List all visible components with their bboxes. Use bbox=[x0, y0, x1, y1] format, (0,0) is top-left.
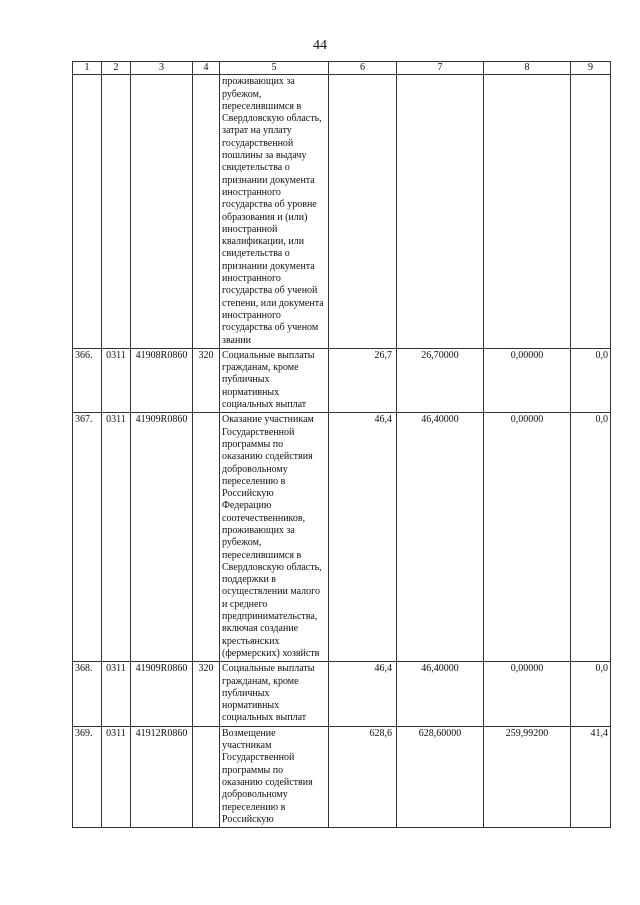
header-cell: 3 bbox=[131, 62, 193, 75]
table-row bbox=[73, 75, 611, 349]
percent-cell: 0,0 bbox=[571, 413, 611, 662]
table-row bbox=[73, 726, 611, 827]
description-line: программы по bbox=[222, 764, 284, 776]
amount-precise-cell: 628,60000 bbox=[397, 726, 484, 827]
expense-type-cell bbox=[193, 75, 220, 349]
description-line: рубежом, bbox=[222, 88, 262, 100]
description-line: Свердловскую область, bbox=[222, 113, 322, 125]
table-row bbox=[73, 662, 611, 726]
target-article-cell: 41909R0860 bbox=[131, 413, 193, 662]
percent-cell: 0,0 bbox=[571, 662, 611, 726]
description-line: государственной bbox=[222, 137, 294, 149]
section-code-cell: 0311 bbox=[102, 662, 131, 726]
description-line: нормативных bbox=[222, 700, 280, 712]
percent-cell: 0,0 bbox=[571, 348, 611, 412]
executed-amount-cell: 0,00000 bbox=[484, 348, 571, 412]
amount-precise-cell: 46,40000 bbox=[397, 413, 484, 662]
header-cell: 9 bbox=[571, 62, 611, 75]
description-line: иностранного bbox=[222, 309, 281, 321]
target-article-cell: 41908R0860 bbox=[131, 348, 193, 412]
description-line: публичных bbox=[222, 374, 270, 386]
row-number-cell: 366. bbox=[73, 348, 102, 412]
description-line: предпринимательства, bbox=[222, 611, 318, 623]
header-cell: 2 bbox=[102, 62, 131, 75]
header-row bbox=[73, 62, 611, 75]
description-line: соотечественников, bbox=[222, 512, 306, 524]
header-cell: 8 bbox=[484, 62, 571, 75]
description-cell bbox=[220, 726, 329, 827]
header-cell: 4 bbox=[193, 62, 220, 75]
amount-cell bbox=[329, 75, 397, 349]
description-line: Возмещение bbox=[222, 727, 276, 739]
amount-precise-cell bbox=[397, 75, 484, 349]
table-row bbox=[73, 348, 611, 412]
description-line: переселившимся в bbox=[222, 549, 302, 561]
row-number-cell: 367. bbox=[73, 413, 102, 662]
description-line: переселению в bbox=[222, 801, 286, 813]
percent-cell: 41,4 bbox=[571, 726, 611, 827]
description-line: квалификации, или bbox=[222, 236, 305, 248]
header-cell: 1 bbox=[73, 62, 102, 75]
row-number-cell bbox=[73, 75, 102, 349]
description-line: Оказание участникам bbox=[222, 414, 314, 426]
expense-type-cell: 320 bbox=[193, 348, 220, 412]
description-line: свидетельства о bbox=[222, 162, 290, 174]
description-line: поддержки в bbox=[222, 574, 277, 586]
budget-table bbox=[72, 61, 611, 828]
description-line: Государственной bbox=[222, 752, 295, 764]
description-cell bbox=[220, 413, 329, 662]
description-line: добровольному bbox=[222, 789, 288, 801]
header-cell: 6 bbox=[329, 62, 397, 75]
description-line: Свердловскую область, bbox=[222, 561, 322, 573]
row-number-cell: 368. bbox=[73, 662, 102, 726]
amount-precise-cell: 46,40000 bbox=[397, 662, 484, 726]
description-line: социальных выплат bbox=[222, 399, 307, 411]
target-article-cell bbox=[131, 75, 193, 349]
executed-amount-cell bbox=[484, 75, 571, 349]
description-line: включая создание bbox=[222, 623, 299, 635]
description-line: степени, или документа bbox=[222, 297, 324, 309]
executed-amount-cell: 0,00000 bbox=[484, 413, 571, 662]
description-line: признании документа bbox=[222, 174, 315, 186]
section-code-cell bbox=[102, 75, 131, 349]
amount-cell: 46,4 bbox=[329, 662, 397, 726]
description-cell bbox=[220, 348, 329, 412]
description-line: проживающих за bbox=[222, 524, 295, 536]
header-cell: 5 bbox=[220, 62, 329, 75]
description-line: нормативных bbox=[222, 386, 280, 398]
description-line: Федерацию bbox=[222, 500, 272, 512]
description-line: гражданам, кроме bbox=[222, 362, 299, 374]
expense-type-cell bbox=[193, 413, 220, 662]
page-number: 44 bbox=[313, 38, 327, 53]
description-line: признании документа bbox=[222, 260, 315, 272]
description-line: государства об уровне bbox=[222, 199, 317, 211]
description-line: оказанию содействия bbox=[222, 776, 313, 788]
description-line: государства об ученой bbox=[222, 285, 318, 297]
amount-cell: 628,6 bbox=[329, 726, 397, 827]
description-line: Социальные выплаты bbox=[222, 663, 315, 675]
description-line: иностранного bbox=[222, 186, 281, 198]
description-line: оказанию содействия bbox=[222, 451, 313, 463]
description-line: добровольному bbox=[222, 463, 288, 475]
description-line: государства об ученом bbox=[222, 322, 319, 334]
description-line: иностранной bbox=[222, 223, 278, 235]
description-line: переселению в bbox=[222, 475, 286, 487]
executed-amount-cell: 0,00000 bbox=[484, 662, 571, 726]
percent-cell bbox=[571, 75, 611, 349]
target-article-cell: 41912R0860 bbox=[131, 726, 193, 827]
description-line: Социальные выплаты bbox=[222, 349, 315, 361]
description-line: образования и (или) bbox=[222, 211, 308, 223]
header-cell: 7 bbox=[397, 62, 484, 75]
expense-type-cell: 320 bbox=[193, 662, 220, 726]
target-article-cell: 41909R0860 bbox=[131, 662, 193, 726]
amount-cell: 26,7 bbox=[329, 348, 397, 412]
description-line: Государственной bbox=[222, 426, 295, 438]
section-code-cell: 0311 bbox=[102, 348, 131, 412]
description-line: гражданам, кроме bbox=[222, 675, 299, 687]
description-line: публичных bbox=[222, 687, 270, 699]
description-line: свидетельства о bbox=[222, 248, 290, 260]
description-line: иностранного bbox=[222, 273, 281, 285]
description-line: (фермерских) хозяйств bbox=[222, 647, 320, 659]
description-cell bbox=[220, 662, 329, 726]
description-line: рубежом, bbox=[222, 537, 262, 549]
description-line: участникам bbox=[222, 740, 272, 752]
amount-cell: 46,4 bbox=[329, 413, 397, 662]
executed-amount-cell: 259,99200 bbox=[484, 726, 571, 827]
section-code-cell: 0311 bbox=[102, 413, 131, 662]
amount-precise-cell: 26,70000 bbox=[397, 348, 484, 412]
description-cell bbox=[220, 75, 329, 349]
description-line: социальных выплат bbox=[222, 712, 307, 724]
description-line: пошлины за выдачу bbox=[222, 150, 307, 162]
section-code-cell: 0311 bbox=[102, 726, 131, 827]
expense-type-cell bbox=[193, 726, 220, 827]
table-row bbox=[73, 413, 611, 662]
description-line: затрат на уплату bbox=[222, 125, 292, 137]
description-line: проживающих за bbox=[222, 76, 295, 88]
description-line: программы по bbox=[222, 438, 284, 450]
description-line: переселившимся в bbox=[222, 100, 302, 112]
description-line: и среднего bbox=[222, 598, 268, 610]
description-line: Российскую bbox=[222, 813, 274, 825]
description-line: крестьянских bbox=[222, 635, 280, 647]
description-line: звании bbox=[222, 334, 252, 346]
description-line: Российскую bbox=[222, 488, 274, 500]
row-number-cell: 369. bbox=[73, 726, 102, 827]
description-line: осуществлении малого bbox=[222, 586, 320, 598]
